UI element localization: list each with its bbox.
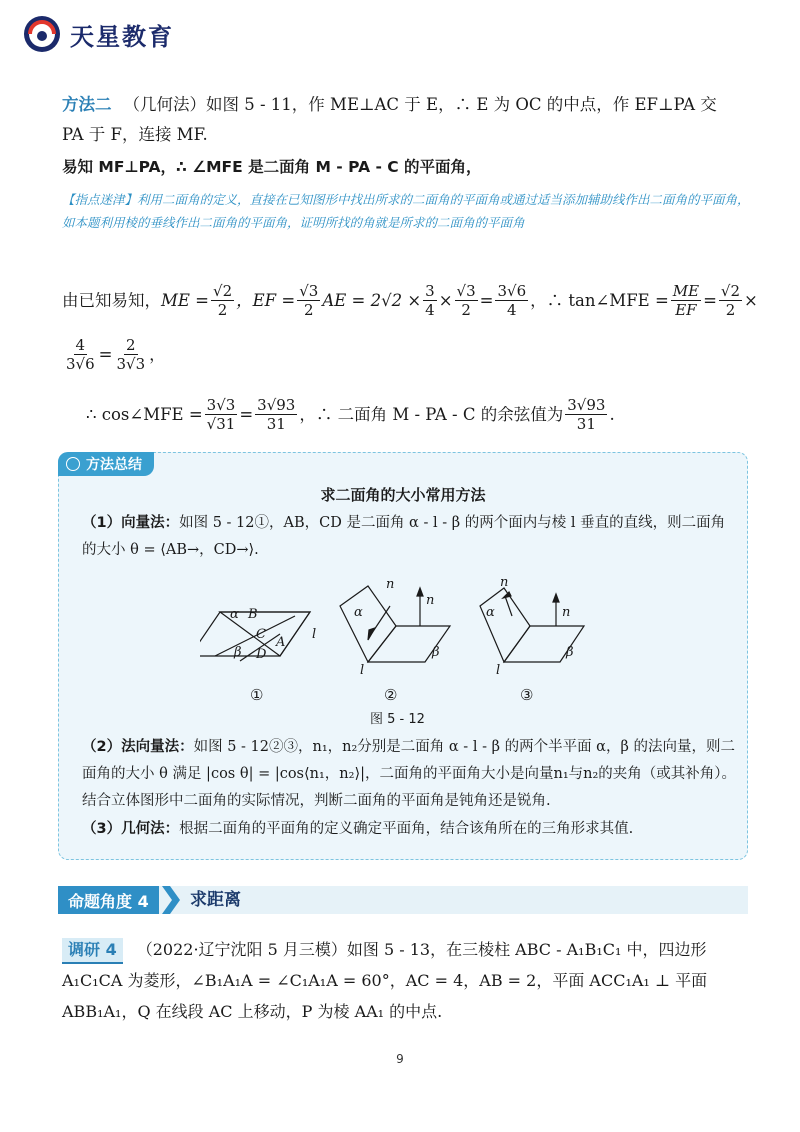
summary-p2: （2）法向量法：如图 5 - 12②③，n₁，n₂分别是二面角 α - l - β 的两个半平面 α，β 的法向量，则二面角的大小 θ 满足 |cos θ| = |cos⟨n₁，n₂⟩|，二面角的平面角大小是向量n₁与n₂的夹角（或其补角）。结合立体图形中二面角的实际情况，判断二面角的平面角是钝角还是锐角. [82, 739, 737, 809]
fig-label-3: ③ [520, 686, 534, 704]
svg-text:α: α [354, 605, 363, 620]
svg-text:l: l [312, 627, 317, 642]
method2-line1: 方法二 （几何法）如图 5 - 11，作 ME⊥AC 于 E，∴ E 为 OC 的中点，作 EF⊥PA 交 [62, 95, 717, 114]
svg-text:C: C [256, 627, 266, 642]
svg-text:n: n [426, 593, 435, 608]
svg-text:l: l [496, 663, 501, 678]
cos-line: ∴ cos∠MFE = $\frac{3√3}{√31}$ = $\frac{3√93}{31}$ ，∴ 二面角 M - PA - C 的余弦值为 $\frac{3√93}{31}$ . [86, 396, 615, 433]
brand-logo [22, 14, 174, 54]
frac-cos3: $\frac{3√93}{31}$ [567, 396, 606, 433]
summary-title: 求二面角的大小常用方法 [320, 486, 486, 504]
frac-t4: $\frac{2}{3√3}$ [116, 336, 146, 373]
svg-text:α: α [230, 607, 239, 622]
fig-label-1: ① [250, 686, 264, 704]
logo-globe-icon [22, 14, 62, 54]
method2-line3: 易知 MF⊥PA，∴ ∠MFE 是二面角 M - PA - C 的平面角， [62, 158, 482, 176]
lightbulb-icon [66, 457, 80, 471]
svg-text:n: n [500, 575, 509, 590]
section-badge: 命题角度 4 [58, 886, 159, 914]
hint-note: 【指点迷津】利用二面角的定义，直接在已知图形中找出所求的二面角的平面角或通过适当添加辅助线作出二面角的平面角，如本题利用棱的垂线作出二面角的平面角，证明所找的角就是所求的二面角的平面角 [62, 192, 750, 230]
svg-text:D: D [256, 647, 267, 662]
frac-c2: $\frac{√3}{2}$ [456, 282, 476, 319]
svg-text:n: n [386, 577, 395, 592]
svg-text:B: B [248, 607, 258, 622]
page-number: 9 [396, 1052, 404, 1066]
svg-text:β: β [234, 645, 242, 660]
svg-text:β: β [566, 645, 574, 660]
frac-ef: $\frac{√3}{2}$ [299, 282, 319, 319]
frac-cos2: $\frac{3√93}{31}$ [257, 396, 296, 433]
research-problem: 调研 4 （2022·辽宁沈阳 5 月三模）如图 5 - 13，在三棱柱 ABC - A₁B₁C₁ 中，四边形 A₁C₁CA 为菱形，∠B₁A₁A = ∠C₁A₁A = 60°，AC = 4，AB = 2，平面 ACC₁A₁ ⊥ 平面 ABB₁A₁，Q 在线段 AC 上移动，P 为棱 AA₁ 的中点. [62, 940, 708, 1021]
research-tag: 调研 4 [62, 938, 123, 964]
frac-c3: $\frac{3√6}{4}$ [497, 282, 527, 319]
frac-tanr: $\frac{ME}{EF}$ [672, 282, 700, 319]
frac-me: $\frac{√2}{2}$ [213, 282, 233, 319]
fig-label-2: ② [384, 686, 398, 704]
svg-text:β: β [432, 645, 440, 660]
chevron-right-icon [162, 886, 180, 914]
frac-c1: $\frac{3}{4}$ [425, 282, 435, 319]
section-title: 求距离 [190, 890, 241, 910]
calc-line2: $\frac{4}{3√6}$ = $\frac{2}{3√3}$ ， [66, 336, 166, 373]
method2-heading: 方法二 [62, 95, 112, 114]
brand-name: 天星教育 [70, 22, 174, 51]
frac-cos1: $\frac{3√3}{√31}$ [206, 396, 236, 433]
method2-line2: PA 于 F，连接 MF. [62, 125, 208, 144]
svg-text:n: n [562, 605, 571, 620]
frac-t3: $\frac{4}{3√6}$ [66, 336, 95, 373]
summary-p3: （3）几何法：根据二面角的平面角的定义确定平面角，结合该角所在的三角形求其值. [82, 821, 634, 837]
svg-text:l: l [360, 663, 365, 678]
figure-caption: 图 5 - 12 [370, 712, 425, 727]
calc-line: 由已知易知， ME = $\frac{√2}{2}$ ，EF = $\frac{√3}{2}$ AE = 2√2 × $\frac{3}{4}$ × $\frac{√3}{2}$ = $\frac{3√6}{4}$ ，∴ tan∠MFE = $\frac{ME}{EF}$ = $\frac{√2}{2}$ × [62, 282, 758, 319]
svg-text:α: α [486, 605, 495, 620]
summary-p1: （1）向量法：如图 5 - 12①，AB，CD 是二面角 α - l - β 的两个面内与棱 l 垂直的直线，则二面角的大小 θ = ⟨AB→，CD→⟩. [82, 515, 726, 558]
svg-text:A: A [276, 635, 286, 650]
frac-tan2: $\frac{√2}{2}$ [720, 282, 741, 319]
summary-tag: 方法总结 [58, 452, 154, 476]
